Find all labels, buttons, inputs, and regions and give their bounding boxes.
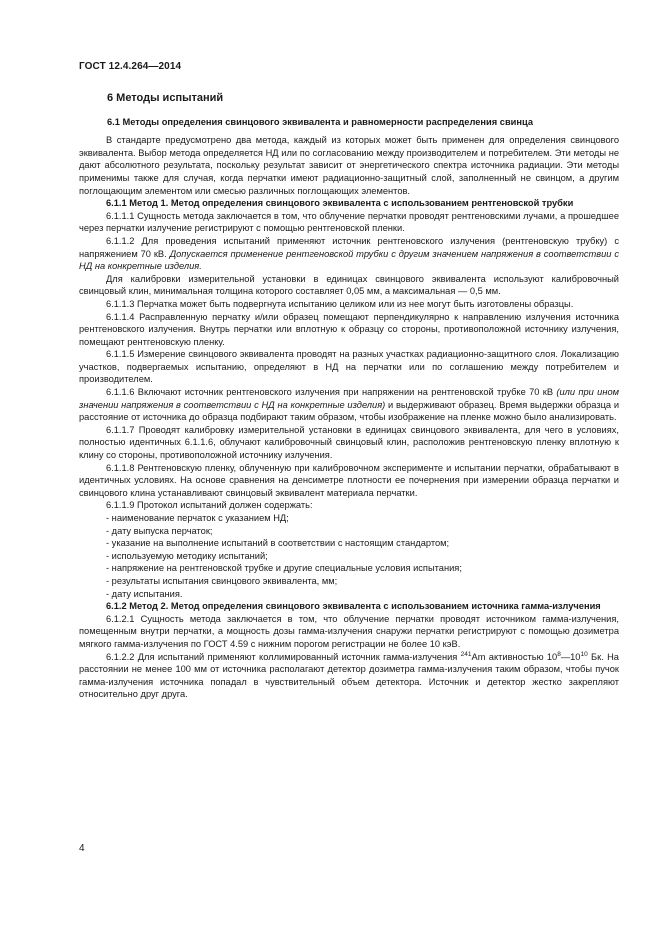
calibration-paragraph: Для калибровки измерительной установки в единицах свинцового эквивалента используют калибровочный свинцовый клин, минимальная толщина которого составляет 0,05 мм, а максимальная — 0,5 мм. <box>79 273 619 297</box>
paragraph-6-1-1-6 <box>79 386 619 424</box>
section-title: 6 Методы испытаний <box>107 92 224 104</box>
paragraph-6-1-1-3: 6.1.1.3 Перчатка может быть подвергнута испытанию целиком или из нее могут быть изготовлены образцы. <box>106 298 574 309</box>
list-item: - указание на выполнение испытаний в соответствии с настоящим стандартом; <box>106 538 450 549</box>
paragraph-6-1-1-6-italic: (или при ином значении напряжения в соответствии с НД на конкретные изделия) <box>79 387 619 410</box>
paragraph-6-1-1-2 <box>79 235 619 273</box>
activity-exponent-low: 8 <box>557 650 561 658</box>
paragraph-6-1-1-5: 6.1.1.5 Измерение свинцового эквивалента проводят на разных участках радиационно-защитного слоя. Локализацию участков, подвергаемых испытанию, определяют в НД на перчатки или по соглашению между потребителем и производителем. <box>79 349 619 385</box>
paragraph-6-1-1-4: 6.1.1.4 Расправленную перчатку и/или образец помещают перпендикулярно к направлению излучения источника рентгеновского излучения. Внутрь перчатки или вплотную к образцу со стороны, противоположной источнику излучения, помещают рентгеновскую пленку. <box>79 311 619 347</box>
standard-header: ГОСТ 12.4.264—2014 <box>79 61 182 72</box>
paragraph-6-1-1-9: 6.1.1.9 Протокол испытаний должен содержать: <box>106 500 313 511</box>
list-item: - напряжение на рентгеновской трубке и другие специальные условия испытания; <box>106 563 462 574</box>
page-number: 4 <box>79 843 85 854</box>
paragraph-6-1-2-2-text-c: —10 <box>560 651 581 662</box>
method1-heading: 6.1.1 Метод 1. Метод определения свинцового эквивалента с использованием рентгеновской трубки <box>106 198 574 209</box>
paragraph-6-1-2-1: 6.1.2.1 Сущность метода заключается в том, что облучение перчатки проводят источником гамма-излучения, помещенным внутри перчатки, а мощность дозы гамма-излучения снаружи перчатки регистрируют с помощью дозиметра мягкого гамма-излучения по ГОСТ 4.59 с нижним порогом регистрации не более 10 кэВ. <box>79 613 619 649</box>
paragraph-6-1-1-2-italic: Допускается применение рентгеновской трубки с другим значением напряжения в соответствии с НД на конкретные изделия. <box>79 248 619 272</box>
paragraph-6-1-1-6-text-b: и выдерживают образец. Время выдержки образца и расстояние от источника до образца подбирают таким образом, чтобы изображение на пленке можно было анализировать. <box>79 399 620 423</box>
list-item: - используемую методику испытаний; <box>106 550 268 561</box>
paragraph-6-1-1-1: 6.1.1.1 Сущность метода заключается в том, что облучение перчатки проводят рентгеновскими лучами, а прошедшее через перчатки излучение регистрируют с помощью рентгеновской пленки. <box>79 210 619 234</box>
list-item: - дату выпуска перчаток; <box>106 525 213 536</box>
paragraph-6-1-2-2-text-b: Am активностью 10 <box>471 651 558 662</box>
list-item: - наименование перчаток с указанием НД; <box>106 513 289 523</box>
paragraph-6-1-2-2-text-a: 6.1.2.2 Для испытаний применяют коллимированный источник гамма-излучения <box>106 651 461 662</box>
paragraph-6-1-1-8: 6.1.1.8 Рентгеновскую пленку, облученную при калибровочном эксперименте и испытании перчатки, обрабатывают в идентичных условиях. На основе сравнения на денсиметре плотности ее почернения при измерении образца перчатки и свинцового клина устанавливают свинцовый эквивалент материала перчатки. <box>79 462 619 498</box>
paragraph-6-1-1-7: 6.1.1.7 Проводят калибровку измерительной установки в единицах свинцового эквивалента, для чего в условиях, полностью идентичных 6.1.1.6, облучают калибровочный свинцовый клин, расположив рентгеновскую пленку вплотную к клину со стороны, противоположной источнику излучения. <box>79 424 619 461</box>
method2-heading: 6.1.2 Метод 2. Метод определения свинцового эквивалента с использованием источника гамма-излучения <box>106 601 601 612</box>
list-item: - дату испытания. <box>106 588 183 599</box>
isotope-mass-number: 241 <box>460 650 472 658</box>
paragraph-6-1-2-2 <box>79 651 619 701</box>
paragraph-6-1-1-6-text-a: 6.1.1.6 Включают источник рентгеновского излучения при напряжении на рентгеновской трубке 70 кВ <box>106 387 557 398</box>
intro-paragraph: В стандарте предусмотрено два метода, каждый из которых может быть применен для определения свинцового эквивалента. Выбор метода определяется НД или по согласованию между производителем и потребителем. Эти методы не дают абсолютного результата, поскольку результат зависит от энергетического спектра источника радиации. Эти методы применимы также для случая, когда перчатки имеют радиационно-защитный слой, заполненный не свинцом, а другим поглощающим элементом или смесью различных поглощающих элементов. <box>79 135 619 196</box>
subsection-title: 6.1 Методы определения свинцового эквивалента и равномерности распределения свинца <box>107 116 533 127</box>
activity-exponent-high: 10 <box>580 650 588 658</box>
paragraph-6-1-1-2-text: 6.1.1.2 Для проведения испытаний применяют источник рентгеновского излучения (рентгеновскую трубку) с напряжением 70 кВ. <box>79 235 619 259</box>
paragraph-6-1-2-2-text-d: Бк. На расстоянии не менее 100 мм от источника располагают детектор дозиметра гамма-излучения таким образом, чтобы пучок гамма-излучения источника попадал в чувствительный объем детектора. Источник и детектор жестко закрепляют относительно друг друга. <box>79 651 619 700</box>
page-content <box>79 88 619 701</box>
list-item: - результаты испытания свинцового эквивалента, мм; <box>106 575 338 586</box>
